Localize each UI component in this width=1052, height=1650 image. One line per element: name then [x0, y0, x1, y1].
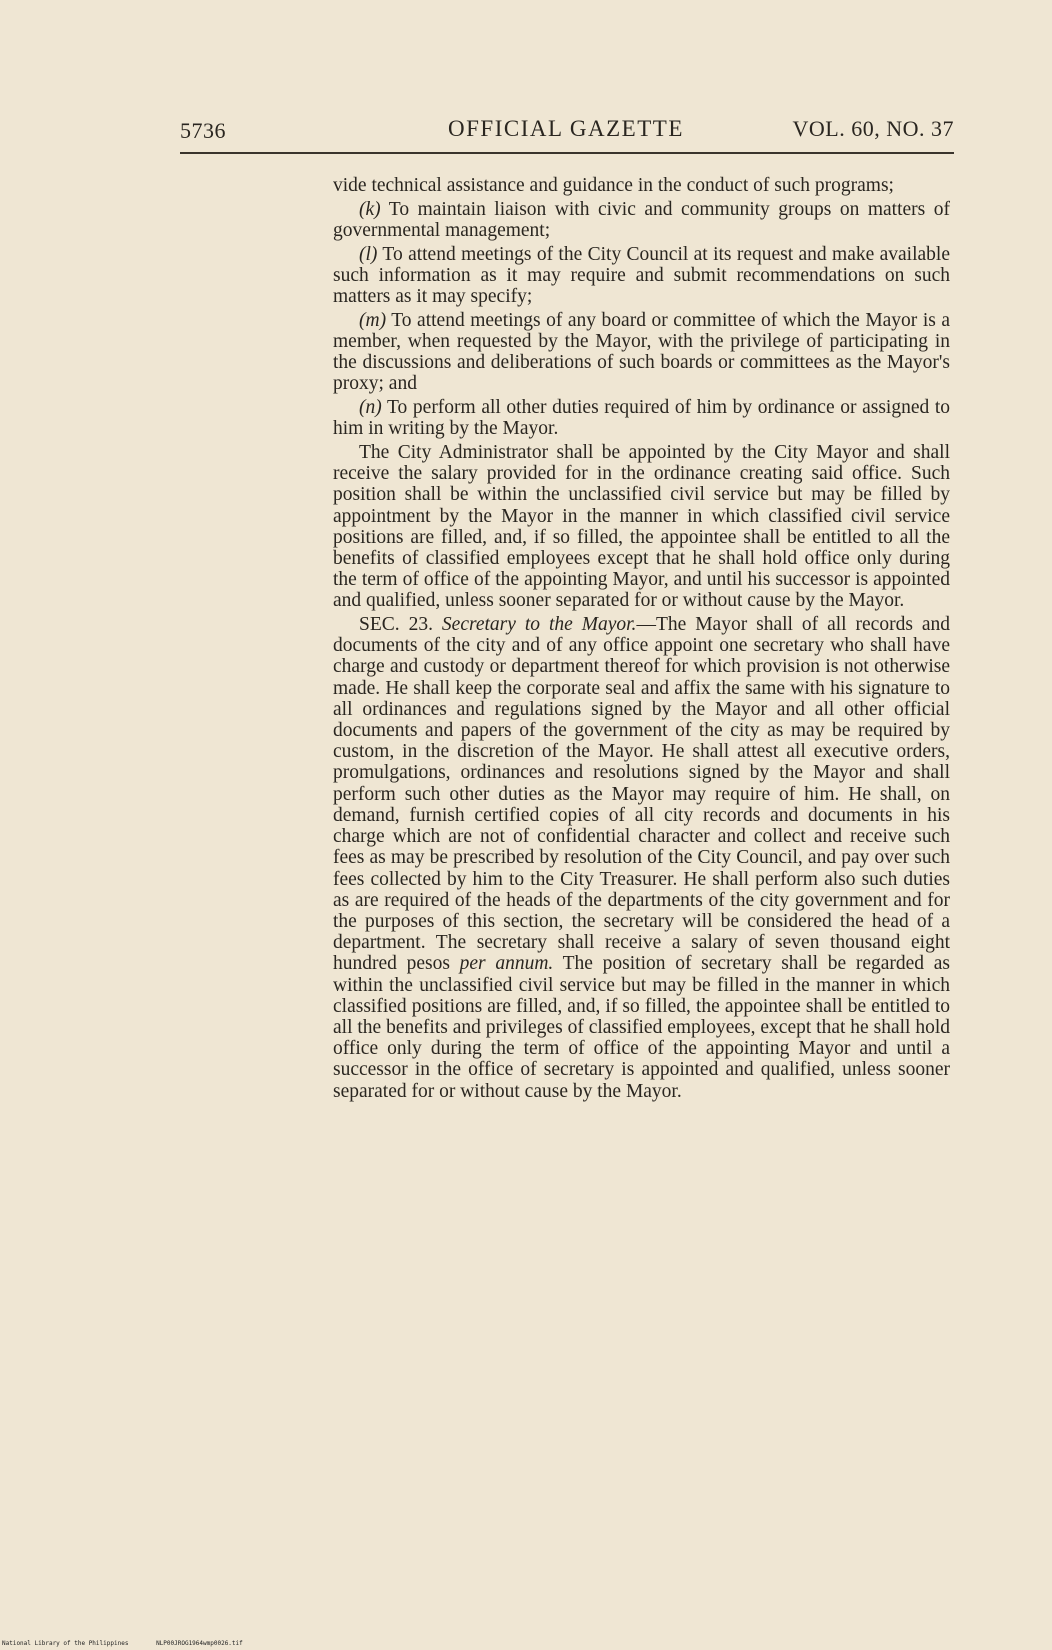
paragraph-text: To perform all other duties required of him by ordinance or assigned to him in writing by the Mayor. — [333, 397, 950, 440]
paragraph-text: To maintain liaison with civic and community groups on matters of governmental management; — [333, 198, 950, 241]
paragraph — [333, 244, 950, 308]
paragraph: vide technical assistance and guidance in the conduct of such programs; — [333, 175, 894, 196]
italic-phrase: per annum. — [459, 953, 554, 975]
paragraph — [333, 310, 950, 395]
item-label: (k) — [359, 198, 381, 220]
page-number: 5736 — [180, 118, 226, 143]
file-name: NLP00JROG1964wmp0026.tif — [156, 1640, 243, 1647]
paragraph — [333, 199, 950, 241]
section-title: Secretary to the Mayor. — [441, 614, 637, 636]
scan-footer — [2, 1640, 267, 1647]
page-header — [180, 112, 954, 146]
paragraph: The City Administrator shall be appointed by the City Mayor and shall receive the salary provided for in the ordinance creating said office. Such position shall be within the unclassified civil service but may be filled by appointment by the Mayor in the manner in which classified civil service positions are filled, and, if so filled, the appointee shall be entitled to all the benefits of classified employees except that he shall hold office only during the term of office of the appointing Mayor, and until his successor is appointed and qualified, unless sooner separated for or without cause by the Mayor. — [333, 441, 950, 612]
section-paragraph — [333, 614, 950, 1102]
paragraph-text: The position of secretary shall be regarded as within the unclassified civil service but may be filled in the manner in which classified positions are filled, and, if so filled, the appointee shall be entitled to all the benefits and privileges of classified employees, except that he shall hold office only during the term of office of the appointing Mayor and until a successor in the office of secretary is appointed and qualified, unless sooner separated for or without cause by the Mayor. — [333, 953, 951, 1102]
header-rule — [180, 152, 954, 154]
paragraph-text: —The Mayor shall of all records and documents of the city and of any office appoint one secretary who shall have charge and custody or department thereof for which provision is not otherwise made. He shall keep the corporate seal and affix the same with his signature to all ordinances and regulations signed by the Mayor and all other official documents and papers of the government of the city as may be required by custom, in the discretion of the Mayor. He shall attest all executive orders, promulgations, ordinances and resolutions signed by the Mayor and shall perform such other duties as the Mayor may require of him. He shall, on demand, furnish certified copies of all city records and documents in his charge which are not of confidential character and collect and receive such fees as may be prescribed by resolution of the City Council, and pay over such fees collected by him to the City Treasurer. He shall perform also such duties as are required of the heads of the departments of the city government and for the purposes of this section, the secretary will be considered the head of a department. The secretary shall receive a salary of seven thousand eight hundred pesos — [333, 614, 951, 975]
item-label: (l) — [359, 243, 378, 265]
library-credit: National Library of the Philippines — [2, 1640, 129, 1647]
publication-title: OFFICIAL GAZETTE — [448, 116, 684, 141]
section-label: SEC. 23. — [359, 614, 433, 636]
body-text — [333, 175, 950, 1104]
paragraph-text: To attend meetings of the City Council at its request and make available such information as it may require and submit recommendations on such matters as it may specify; — [333, 243, 950, 308]
paragraph-text: To attend meetings of any board or committee of which the Mayor is a member, when requested by the Mayor, with the privilege of participating in the discussions and deliberations of such boards or committees as the Mayor's proxy; and — [333, 309, 950, 395]
item-label: (m) — [359, 309, 387, 331]
item-label: (n) — [359, 397, 382, 419]
volume-number: VOL. 60, NO. 37 — [792, 116, 954, 141]
paragraph — [333, 397, 950, 439]
